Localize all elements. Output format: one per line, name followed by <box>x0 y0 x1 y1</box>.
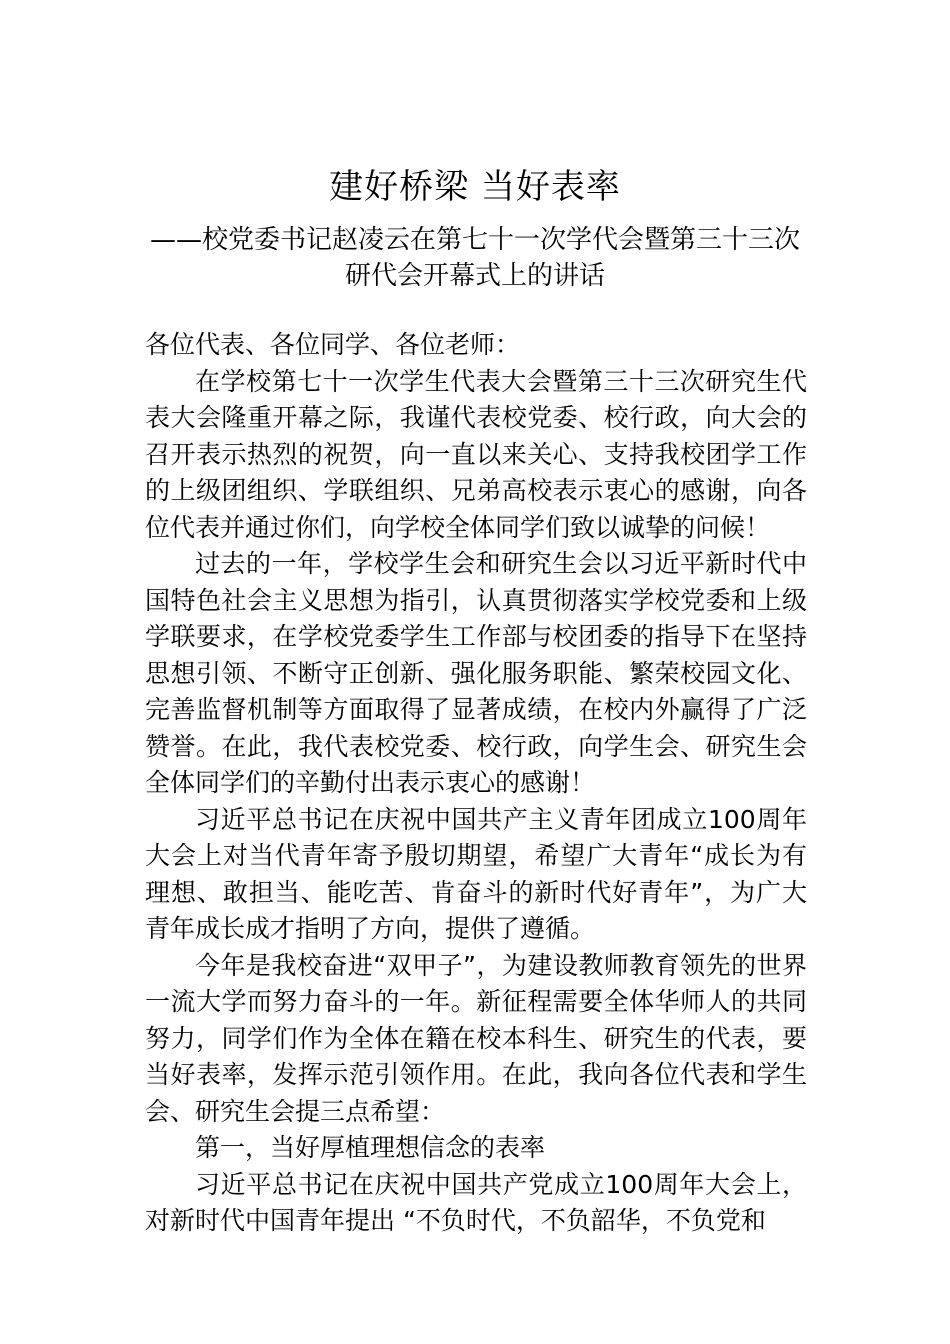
paragraph: 今年是我校奋进“双甲子”，为建设教师教育领先的世界一流大学而努力奋斗的一年。新征程需要全体华师人的共同努力，同学们作为全体在籍在校本科生、研究生的代表，要当好表率，发挥示范引领作用。在此，我向各位代表和学生会、研究生会提三点希望： <box>145 950 807 1126</box>
document-subtitle <box>140 222 810 294</box>
document-body <box>145 327 807 1240</box>
section-heading: 第一，当好厚植理想信念的表率 <box>195 1133 546 1162</box>
paragraph: 习近平总书记在庆祝中国共产主义青年团成立100周年大会上对当代青年寄予殷切期望，希望广大青年“成长为有理想、敢担当、能吃苦、肯奋斗的新时代好青年”，为广大青年成长成才指明了方向，提供了遵循。 <box>145 804 807 943</box>
salutation: 各位代表、各位同学、各位老师： <box>145 330 521 359</box>
paragraph: 在学校第七十一次学生代表大会暨第三十三次研究生代表大会隆重开幕之际，我谨代表校党委、校行政，向大会的召开表示热烈的祝贺，向一直以来关心、支持我校团学工作的上级团组织、学联组织、兄弟高校表示衷心的感谢，向各位代表并通过你们，向学校全体同学们致以诚挚的问候！ <box>145 366 807 542</box>
document-title: 建好桥梁 当好表率 <box>329 167 621 207</box>
subtitle-line-2: 研代会开幕式上的讲话 <box>344 261 605 291</box>
paragraph: 过去的一年，学校学生会和研究生会以习近平新时代中国特色社会主义思想为指引，认真贯彻落实学校党委和上级学联要求，在学校党委学生工作部与校团委的指导下在坚持思想引领、不断守正创新、强化服务职能、繁荣校园文化、完善监督机制等方面取得了显著成绩，在校内外赢得了广泛赞誉。在此，我代表校党委、校行政，向学生会、研究生会全体同学们的辛勤付出表示衷心的感谢！ <box>145 549 807 797</box>
paragraph: 习近平总书记在庆祝中国共产党成立100周年大会上，对新时代中国青年提出 “不负时代，不负韶华，不负党和 <box>145 1169 807 1235</box>
subtitle-line-1: ——校党委书记赵凌云在第七十一次学代会暨第三十三次 <box>149 225 800 255</box>
